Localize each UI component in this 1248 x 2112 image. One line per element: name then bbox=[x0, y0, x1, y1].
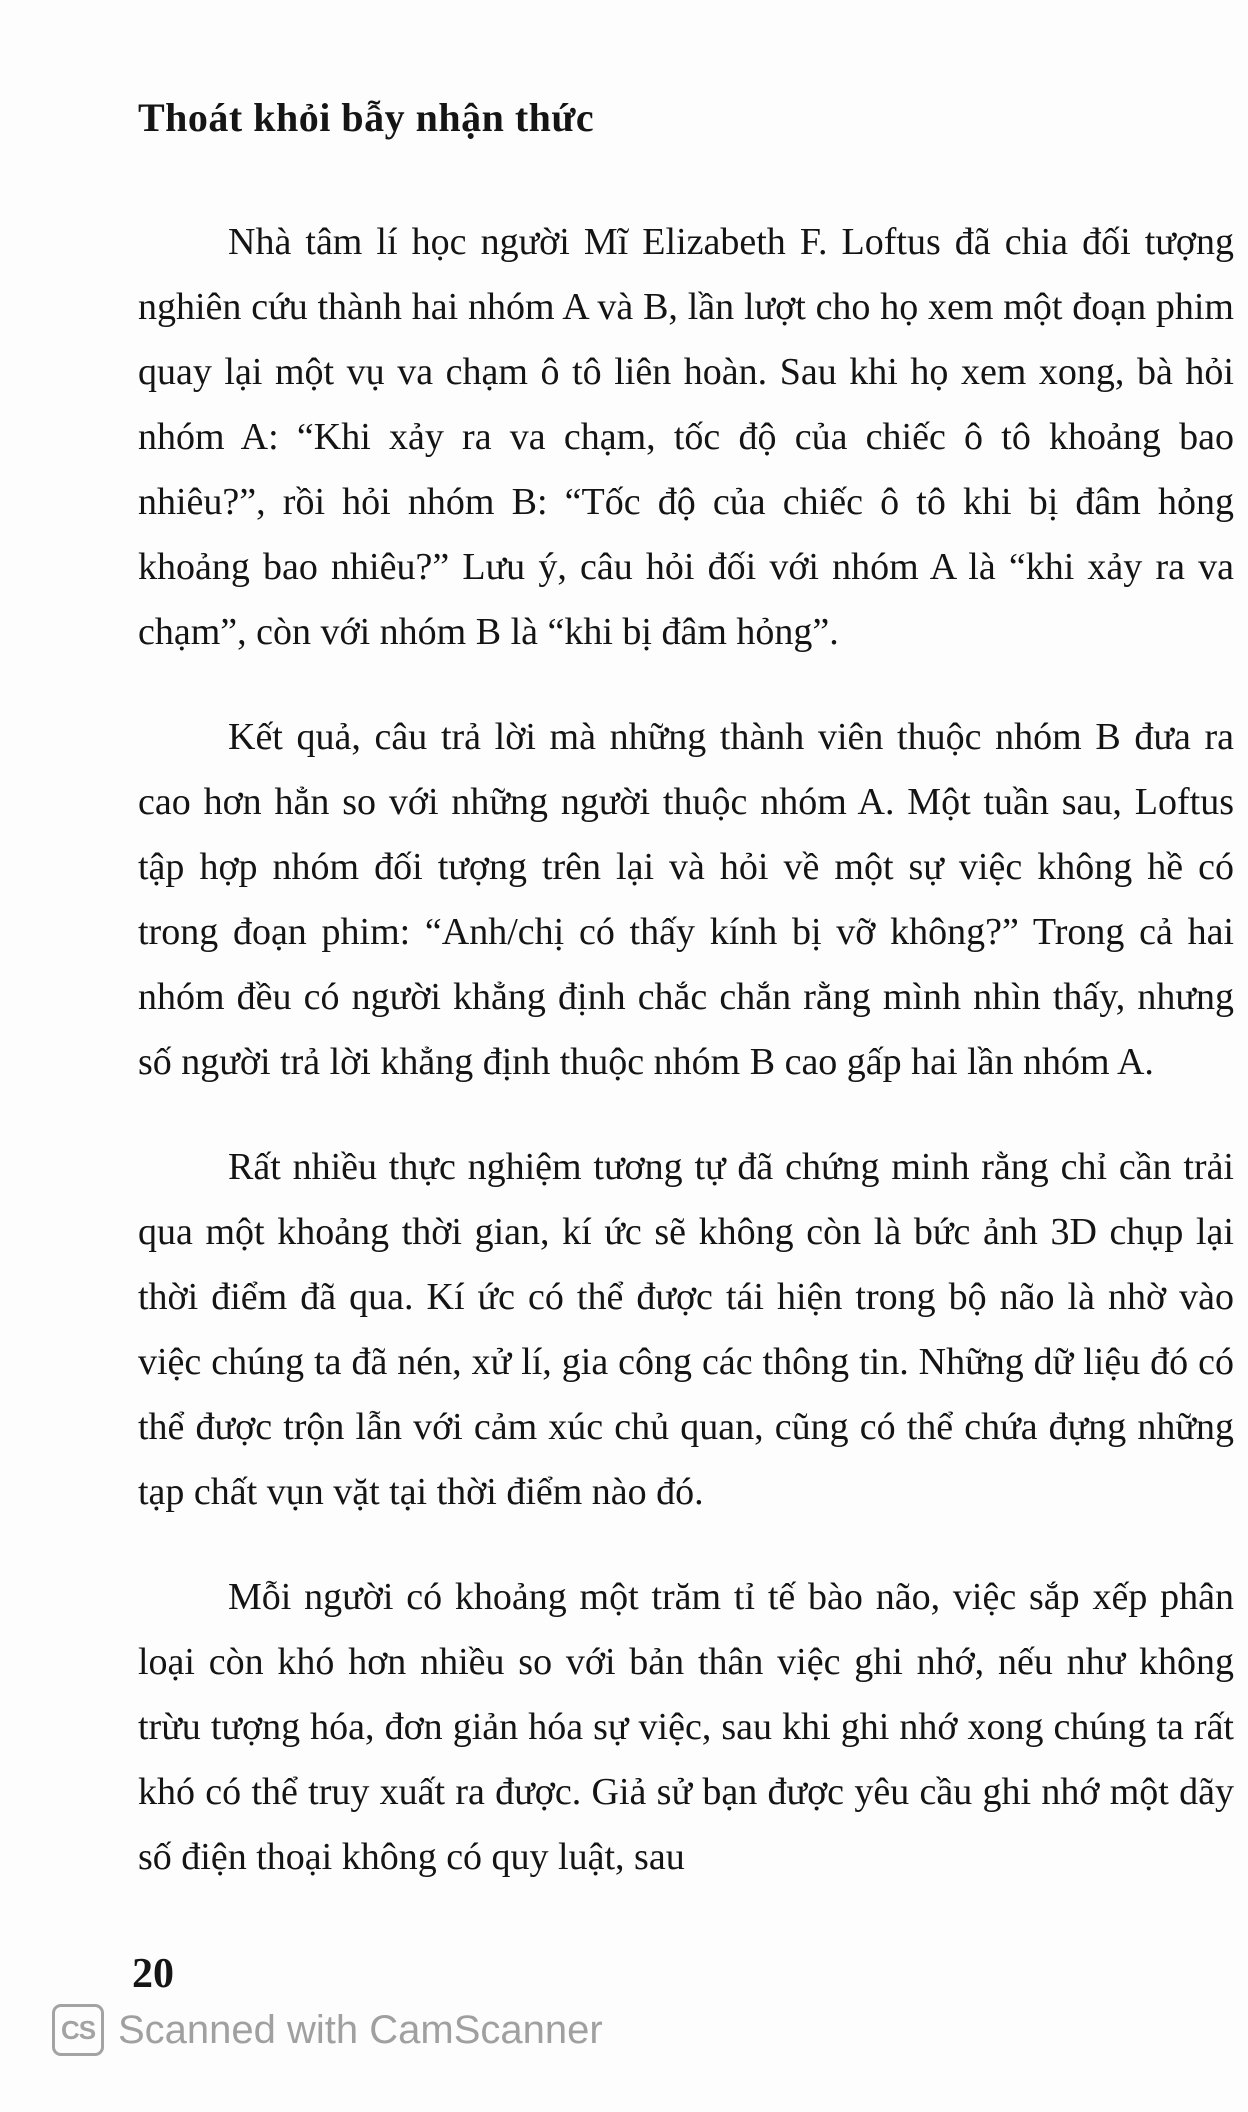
watermark-text: Scanned with CamScanner bbox=[118, 2007, 603, 2052]
paragraph-1: Nhà tâm lí học người Mĩ Elizabeth F. Loftus đã chia đối tượng nghiên cứu thành hai nhóm A và B, lần lượt cho họ xem một đoạn phim quay lại một vụ va chạm ô tô liên hoàn. Sau khi họ xem xong, bà hỏi nhóm A: “Khi xảy ra va chạm, tốc độ của chiếc ô tô khoảng bao nhiêu?”, rồi hỏi nhóm B: “Tốc độ của chiếc ô tô khi bị đâm hỏng khoảng bao nhiêu?” Lưu ý, câu hỏi đối với nhóm A là “khi xảy ra va chạm”, còn với nhóm B là “khi bị đâm hỏng”. bbox=[138, 221, 1234, 653]
paragraph-4: Mỗi người có khoảng một trăm tỉ tế bào não, việc sắp xếp phân loại còn khó hơn nhiều so với bản thân việc ghi nhớ, nếu như không trừu tượng hóa, đơn giản hóa sự việc, sau khi ghi nhớ xong chúng ta rất khó có thể truy xuất ra được. Giả sử bạn được yêu cầu ghi nhớ một dãy số điện thoại không có quy luật, sau bbox=[138, 1576, 1234, 1878]
running-title: Thoát khỏi bẫy nhận thức bbox=[138, 95, 595, 140]
camscanner-logo-icon: CS bbox=[52, 2004, 104, 2056]
camscanner-watermark bbox=[52, 2002, 603, 2058]
page-number: 20 bbox=[132, 1951, 174, 1997]
body-text bbox=[138, 210, 1234, 1930]
paragraph-2: Kết quả, câu trả lời mà những thành viên thuộc nhóm B đưa ra cao hơn hẳn so với những người thuộc nhóm A. Một tuần sau, Loftus tập hợp nhóm đối tượng trên lại và hỏi về một sự việc không hề có trong đoạn phim: “Anh/chị có thấy kính bị vỡ không?” Trong cả hai nhóm đều có người khẳng định chắc chắn rằng mình nhìn thấy, nhưng số người trả lời khẳng định thuộc nhóm B cao gấp hai lần nhóm A. bbox=[138, 716, 1234, 1083]
paragraph-3: Rất nhiều thực nghiệm tương tự đã chứng minh rằng chỉ cần trải qua một khoảng thời gian, kí ức sẽ không còn là bức ảnh 3D chụp lại thời điểm đã qua. Kí ức có thể được tái hiện trong bộ não là nhờ vào việc chúng ta đã nén, xử lí, gia công các thông tin. Những dữ liệu đó có thể được trộn lẫn với cảm xúc chủ quan, cũng có thể chứa đựng những tạp chất vụn vặt tại thời điểm nào đó. bbox=[138, 1146, 1234, 1513]
